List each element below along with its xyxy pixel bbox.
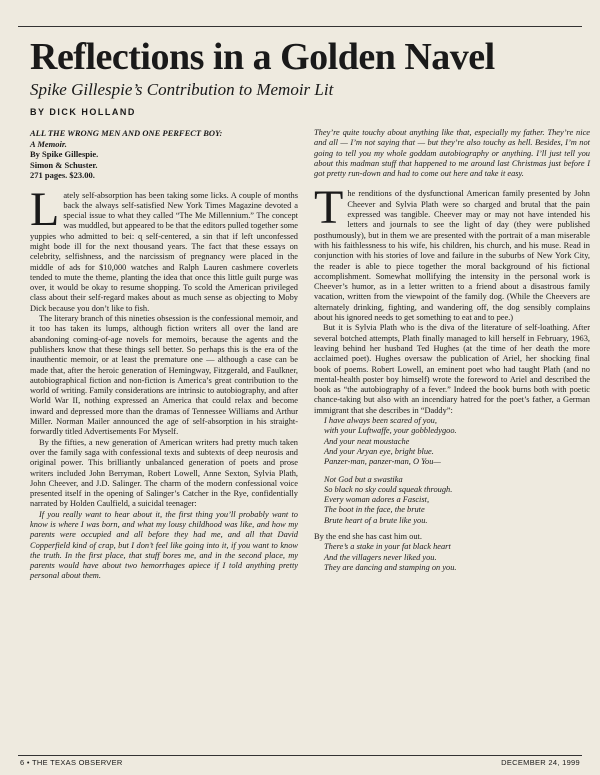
poem-stanza-1 bbox=[324, 416, 590, 526]
right-column bbox=[314, 128, 590, 573]
left-column bbox=[30, 128, 298, 582]
poem-line: And your neat moustache bbox=[324, 436, 410, 446]
poem-line: Not God but a swastika bbox=[324, 474, 403, 484]
book-publisher: Simon & Schuster. bbox=[30, 159, 98, 170]
right-paragraph-2: But it is Sylvia Plath who is the diva of the literature of self-loathing. After several botched attempts, Plath finally managed to kill herself in February, 1963, leaving behind her husband Ted Hughes (at the time of her death the more acclaimed poet). Hughes oversaw the publication of Ariel, her shocking final book of poems. Robert Lowell, an eminent poet who had taught Plath (and no mental-health poster boy himself) wrote the foreword to Ariel and described the book as “the autobiography of a fever.” Indeed the book burns both with poetic chance-taking but also with an incendiary hatred for the poet’s father, a German immigrant that she describes in “Daddy”: bbox=[314, 323, 590, 415]
book-author: By Spike Gillespie. bbox=[30, 149, 99, 159]
left-paragraph-1-text: ately self-absorption has been taking some licks. A couple of months back the always self-satisfied New York Times Magazine devoted a special issue to what they called “The Me Millennium.” The concept was muddled, but appeared to be that the editors pulled together some yuppies who admitted to bei: ɋ self-centered, a sin that if left unconfessed might bode ill for the next thousand years. The fact that these essays on celebrity, selfishness, and the narcissism of pregnancy were placed in the middle of ads for $10,000 watches and Ralph Lauren cashmere coverlets tended to mute the theme, planting the idea that once this little guilt purge was over, it would be okay to resume shopping. To scold the American privileged class about their self-regard makes about as much sense as objecting to Moby Dick because you don’t like to fish. bbox=[30, 190, 298, 313]
left-paragraph-3: By the fifties, a new generation of American writers had pretty much taken over the family saga with confessional texts and subtexts of deep neurosis and original power. This brilliantly unbalanced generation of poets and prose writers included John Berryman, Robert Lowell, Anne Sexton, Sylvia Plath, John Cheever, and J.D. Salinger. The charm of the modern confessional voice presented itself in the opening of Salinger’s Catcher in the Rye, confidentially narrated by Holden Caulfield, a suicidal teenager: bbox=[30, 437, 298, 509]
left-paragraph-2: The literary branch of this nineties obsession is the confessional memoir, and it too has taken its lumps, although fiction writers all over the land are abandoning coming-of-age novels for memoirs, because the agents and the publishers know that these things sell better. So perhaps this is the era of the inauthentic memoir, or at least the premature one — although a case can be made that, after the heroic generation of Hemingway, Fitzgerald, and Faulkner, autobiographical fiction and non-fiction is America’s great contribution to the world of writing. Family considerations are intrinsic to autobiography, and after World War II, nothing expressed an America that could relax and become inward and depressed more than the dramas of Tennessee Williams and Arthur Miller. Norman Mailer announced the age of self-absorption in his straight-forwardly titled Advertisements For Myself. bbox=[30, 314, 298, 437]
article-subtitle: Spike Gillespie’s Contribution to Memoir Lit bbox=[30, 80, 334, 99]
poem-stanza-3 bbox=[324, 542, 590, 573]
book-subtitle: A Memoir. bbox=[30, 138, 67, 149]
drop-cap: L bbox=[30, 182, 60, 236]
drop-cap: T bbox=[314, 181, 344, 235]
article-title: Reflections in a Golden Navel bbox=[30, 36, 495, 78]
book-details: 271 pages. $23.00. bbox=[30, 170, 95, 180]
left-paragraph-1 bbox=[30, 182, 298, 315]
right-paragraph-1-text: he renditions of the dysfunctional American family presented by John Cheever and Sylvia Plath were so charged and brutal that the pain expressed was tangible. Cheever may or may not have intended his letters and journals to see the light of day (they were published posthumously), but in them we are presented with the portrait of a man miserable with his faithlessness to his wife, his children, his church, and his muse. Read in conjunction with his stories of love and failure in the suburbs of New York City, the reader is able to piece together the moral background of his fictional accomplishment. Somewhat mollifying the intensity in the personal work is Cheever’s humor, as in a letter written to a friend about a disastrous family vacation, written from the viewpoint of the family dog. (While the Cheevers are alternately drinking, fighting, and wandering off, the dog sensibly complains about his ignored needs to get something to eat and to pee.) bbox=[314, 189, 590, 323]
book-title: ALL THE WRONG MEN AND ONE PERFECT BOY: bbox=[30, 128, 223, 138]
poem-line: So black no sky could squeak through. bbox=[324, 484, 453, 494]
poem-line: Every woman adores a Fascist, bbox=[324, 495, 430, 505]
poem-line: And your Aryan eye, bright blue. bbox=[324, 446, 434, 456]
poem-line: The boot in the face, the brute bbox=[324, 505, 425, 515]
poem-line: with your Luftwaffe, your gobbledygoo. bbox=[324, 426, 457, 436]
poem-line: I have always been scared of you, bbox=[324, 416, 437, 426]
byline: BY DICK HOLLAND bbox=[30, 107, 136, 117]
top-rule bbox=[18, 26, 582, 27]
catcher-quote: If you really want to hear about it, the first thing you’ll probably want to know is where I was born, and what my lousy childhood was like, and how my parents were occupied and all before they had me, and all that David Copperfield kind of crap, but I don’t feel like going into it, if you want to know the truth. In the first place, that stuff bores me, and in the second place, my parents would have about two hemorrhages apiece if I told anything pretty personal about them. bbox=[30, 509, 298, 581]
poem-line: They are dancing and stamping on you. bbox=[324, 562, 457, 572]
poem-line: And the villagers never liked you. bbox=[324, 552, 437, 562]
catcher-quote-continued: They’re quite touchy about anything like that, especially my father. They’re nice and all — I’m not saying that — but they’re also touchy as hell. Besides, I’m not going to tell you my whole goddam autobiography or anything. I’ll just tell you about this madman stuff that happened to me around last Christmas just before I got pretty run-down and had to come out here and take it easy. bbox=[314, 128, 590, 179]
footer-page-info: 6 • THE TEXAS OBSERVER bbox=[20, 758, 123, 767]
right-paragraph-1 bbox=[314, 181, 590, 323]
book-info bbox=[30, 128, 298, 181]
right-paragraph-3: By the end she has cast him out. bbox=[314, 531, 422, 541]
poem-line: Brute heart of a brute like you. bbox=[324, 515, 428, 525]
footer-date: DECEMBER 24, 1999 bbox=[501, 758, 580, 767]
poem-line: There’s a stake in your fat black heart bbox=[324, 542, 451, 552]
poem-line: Panzer-man, panzer-man, O You— bbox=[324, 457, 441, 467]
bottom-rule bbox=[18, 755, 582, 756]
